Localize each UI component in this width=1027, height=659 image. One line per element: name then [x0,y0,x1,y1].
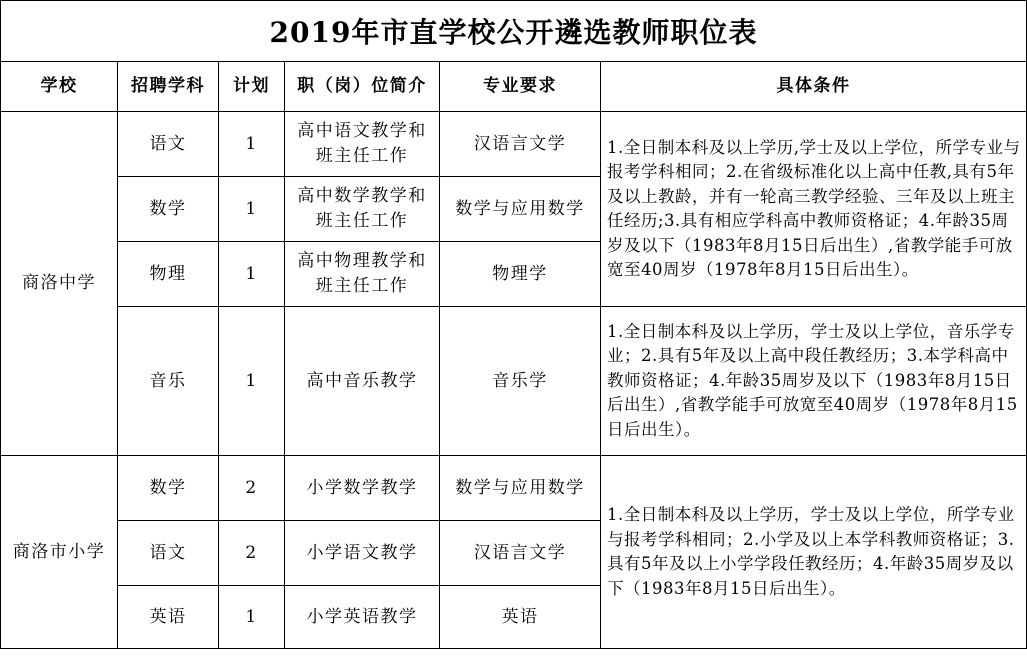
plan-cell: 1 [219,177,285,242]
major-cell: 英语 [440,586,601,649]
position-table [0,61,1027,649]
subject-cell: 数学 [118,177,219,242]
plan-cell: 1 [219,307,285,456]
position-cell: 高中语文教学和班主任工作 [285,112,440,177]
major-cell: 物理学 [440,242,601,307]
header-conditions: 具体条件 [601,62,1027,112]
header-position: 职（岗）位简介 [285,62,440,112]
major-cell: 数学与应用数学 [440,177,601,242]
school-cell: 商洛中学 [1,112,118,456]
table-row [1,456,1027,521]
subject-cell: 语文 [118,112,219,177]
position-cell: 高中物理教学和班主任工作 [285,242,440,307]
table-row [1,112,1027,177]
subject-cell: 物理 [118,242,219,307]
plan-cell: 1 [219,586,285,649]
subject-cell: 音乐 [118,307,219,456]
table-header-row [1,62,1027,112]
table-row [1,307,1027,456]
subject-cell: 数学 [118,456,219,521]
major-cell: 汉语言文学 [440,521,601,586]
position-cell: 高中数学教学和班主任工作 [285,177,440,242]
major-cell: 音乐学 [440,307,601,456]
subject-cell: 英语 [118,586,219,649]
conditions-cell: 1.全日制本科及以上学历，学士及以上学位，音乐学专业；2.具有5年及以上高中段任教经历；3.本学科高中教师资格证；4.年龄35周岁及以下（1983年8月15日后出生）,省教学能手可放宽至40周岁（1978年8月15日后出生）。 [601,307,1027,456]
major-cell: 数学与应用数学 [440,456,601,521]
header-major: 专业要求 [440,62,601,112]
conditions-cell: 1.全日制本科及以上学历，学士及以上学位，所学专业与报考学科相同；2.小学及以上本学科教师资格证；3.具有5年及以上小学学段任教经历；4.年龄35周岁及以下（1983年8月15日后出生）。 [601,456,1027,649]
major-cell: 汉语言文学 [440,112,601,177]
conditions-cell: 1.全日制本科及以上学历,学士及以上学位，所学专业与报考学科相同；2.在省级标准化以上高中任教,具有5年及以上教龄，并有一轮高三教学经验、三年及以上班主任经历;3.具有相应学科高中教师资格证；4.年龄35周岁及以下（1983年8月15日后出生）,省教学能手可放宽至40周岁（1978年8月15日后出生）。 [601,112,1027,307]
position-cell: 小学英语教学 [285,586,440,649]
position-cell: 小学语文教学 [285,521,440,586]
page-title: 2019年市直学校公开遴选教师职位表 [0,0,1027,61]
position-cell: 小学数学教学 [285,456,440,521]
plan-cell: 2 [219,456,285,521]
plan-cell: 2 [219,521,285,586]
header-school: 学校 [1,62,118,112]
subject-cell: 语文 [118,521,219,586]
plan-cell: 1 [219,242,285,307]
header-plan: 计划 [219,62,285,112]
school-cell: 商洛市小学 [1,456,118,649]
position-cell: 高中音乐教学 [285,307,440,456]
header-subject: 招聘学科 [118,62,219,112]
plan-cell: 1 [219,112,285,177]
